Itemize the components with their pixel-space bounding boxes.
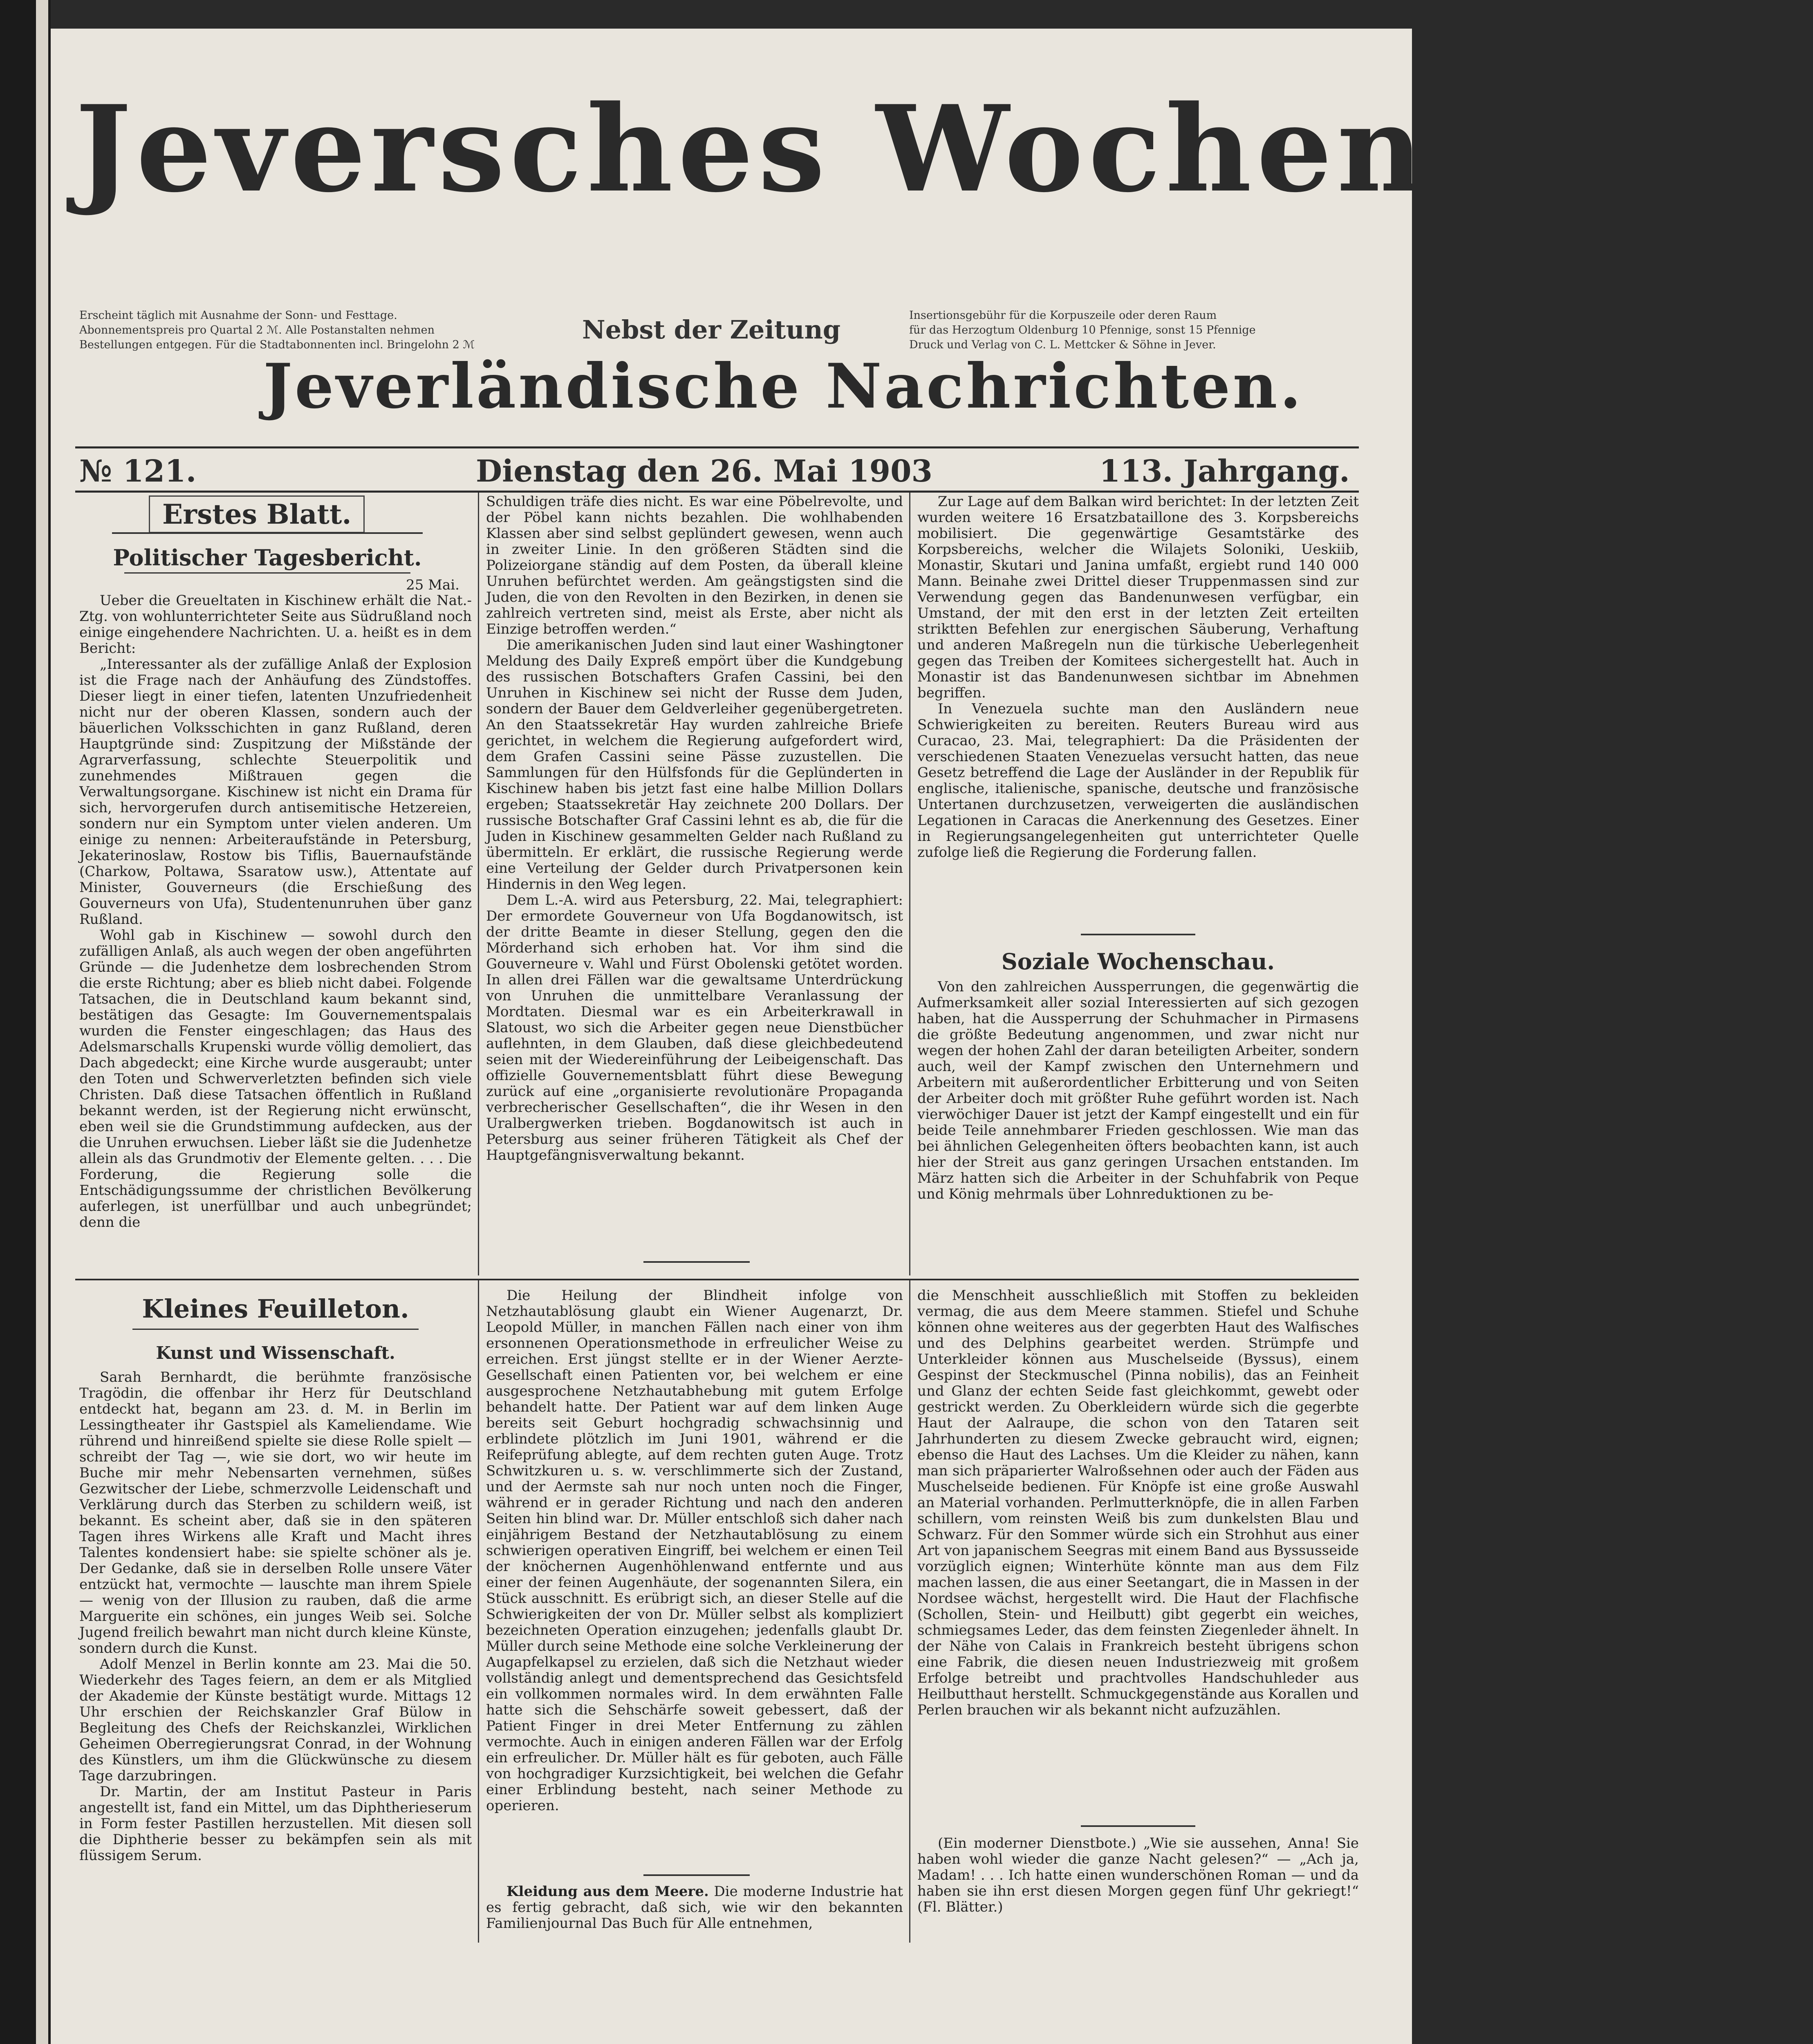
feuilleton-subheading: Kunst und Wissenschaft. <box>156 1343 395 1363</box>
paragraph: Die moderne Industrie hat es fertig gebracht, daß sich, wie wir den bekannten Familienjournal Das Buch für Alle entnehmen, <box>486 1883 903 1932</box>
advertising-line: für das Herzogtum Oldenburg 10 Pfennige, sonst 15 Pfennige <box>909 324 1256 336</box>
article-end-rule <box>643 1874 750 1876</box>
paragraph: die Menschheit ausschließlich mit Stoffen zu bekleiden vermag, die aus dem Meere stammen. Stiefel und Schuhe können ohne weiteres aus der gegerbten Haut des Walfisches und des Delphins gearbeitet werden. Strümpfe und Unterkleider können aus Muschelseide (Byssus), einem Gespinst der Steckmuschel (Pinna nobilis), das an Feinheit und Glanz der echten Seide fast gleichkommt, gewebt oder gestrickt werden. Zu Oberkleidern würde sich die gegerbte Haut der Aalraupe, die schon von den Tataren seit Jahrhunderten zu diesem Zwecke gebraucht wird, eignen; ebenso die Haut des Lachses. Um die Kleider zu nähen, kann man sich präparierter Walroßsehnen oder auch der Fäden aus Muschelseide bedienen. Für Knöpfe ist eine große Auswahl an Material vorhanden. Perlmutterknöpfe, die in allen Farben schillern, vom reinsten Weiß bis zum dunkelsten Blau und Schwarz. Für den Sommer würde sich ein Strohhut aus einer Art von japanischem Seegras mit einem Band aus Byssusseide vorzüglich eignen; Winterhüte könnte man aus dem Filz machen lassen, die aus einer Seetangart, die in Massen in der Nordsee wächst, hergestellt wird. Die Haut der Flachfische (Schollen, Stein- und Heilbutt) gibt gegerbt ein weiches, schmiegsames Leder, das dem feinsten Ziegenleder ähnelt. In der Nähe von Calais in Frankreich besteht übrigens schon eine Fabrik, die diesen neuen Industriezweig mit großem Erfolge betreibt und prachtvolles Handschuhleder aus Heilbutthaut herstellt. Schmuckgegenstände aus Korallen und Perlen brauchen wir als bekannt nicht aufzuzählen. <box>917 1287 1359 1718</box>
feuilleton-joke <box>917 1836 1359 1938</box>
subscription-info <box>79 308 475 352</box>
article-end-rule <box>1081 1825 1195 1827</box>
masthead-title: Jeversches Wochenblatt. <box>75 80 1813 219</box>
paragraph: Wohl gab in Kischinew — sowohl durch den zufälligen Anlaß, als auch wegen der oben angeführten Gründe — die Judenhetze dem losbrechenden Strom die erste Richtung; aber es blieb nicht dabei. Folgende Tatsachen, die in Deutschland kaum bekannt sind, bestätigen das Gesagte: Im Gouvernementspalais wurden die Fenster eingeschlagen; das Haus des Adelsmarschalls Krupenski wurde völlig demoliert, das Dach abgedeckt; eine Kirche wurde ausgeraubt; unter den Toten und Schwerverletzten befinden sich viele Christen. Daß diese Tatsachen öffentlich in Rußland bekannt werden, ist der Regierung nicht erwünscht, eben weil sie die Grundstimmung aufdecken, aus der die Unruhen erwuchsen. Lieber läßt sie die Judenhetze allein als das Grundmotiv der Elemente gelten. . . . Die Forderung, die Regierung solle die Entschädigungssumme der christlichen Bevölkerung auferlegen, ist unerfüllbar und auch unbegründet; denn die <box>79 927 472 1230</box>
paragraph: Ueber die Greueltaten in Kischinew erhält die Nat.-Ztg. von wohlunterrichteter Seite aus Südrußland noch einige eingehendere Nachrichten. U. a. heißt es in dem Bericht: <box>79 592 472 657</box>
paragraph: Die amerikanischen Juden sind laut einer Washingtoner Meldung des Daily Expreß empört über die Kundgebung des russischen Botschafters Grafen Cassini, bei den Unruhen in Kischinew sei nicht der Russe dem Juden, sondern der Bauer dem Geldverleiher gegenübergetreten. An den Staatssekretär Hay wurden zahlreiche Briefe gerichtet, in welchem die Regierung aufgefordert wird, dem Grafen Cassini seine Pässe zuzustellen. Die Sammlungen für den Hülfsfonds für die Geplünderten in Kischinew haben bis jetzt fast eine halbe Million Dollars ergeben; Staatssekretär Hay zeichnete 200 Dollars. Der russische Botschafter Graf Cassini lehnt es ab, die für die Juden in Kischinew gesammelten Gelder nach Rußland zu übermitteln. Er erklärt, die russische Regierung werde eine Verteilung der Gelder durch Privatpersonen kein Hindernis in den Weg legen. <box>486 637 903 892</box>
newspaper-sheet <box>51 29 1813 2044</box>
advertising-line: Druck und Verlag von C. L. Mettcker & Söhne in Jever. <box>909 338 1216 351</box>
article-column-1 <box>79 593 472 1273</box>
paragraph: In Venezuela suchte man den Ausländern neue Schwierigkeiten zu bereiten. Reuters Bureau wird aus Curacao, 23. Mai, telegraphiert: Da die Präsidenten der verschiedenen Staaten Venezuelas versucht hatten, das neue Gesetz betreffend die Lage der Ausländer in der Republik für englische, italienische, spanische, deutsche und französische Untertanen durchzusetzen, verweigerten die ausländischen Legationen in Caracas die Anerkennung des Gesetzes. Einer in Regierungsangelegenheiten gut unterrichteter Quelle zufolge ließ die Regierung die Forderung fallen. <box>917 701 1359 861</box>
subscription-line: Erscheint täglich mit Ausnahme der Sonn- und Festtage. <box>79 309 397 322</box>
paragraph: Die Heilung der Blindheit infolge von Netzhautablösung glaubt ein Wiener Augenarzt, Dr. Leopold Müller, in manchen Fällen nach einer von ihm ersonnenen Operationsmethode in erfreulicher Weise zu erreichen. Erst jüngst stellte er in der Wiener Aerzte-Gesellschaft einen Patienten vor, bei welchem er eine ausgesprochene Netzhautabhebung mit gutem Erfolge behandelt hatte. Der Patient war auf dem linken Auge bereits seit Geburt hochgradig schwachsinnig und erblindete plötzlich im Juni 1901, während er die Reifeprüfung ablegte, auf dem rechten guten Auge. Trotz Schwitzkuren u. s. w. verschlimmerte sich der Zustand, und der Aermste sah nur noch unten noch die Finger, während er in gerader Richtung und nach den anderen Seiten hin blind war. Dr. Müller entschloß sich daher nach einjährigem Bestand der Netzhautablösung zu einem schwierigen operativen Eingriff, bei welchem er einen Teil der knöchernen Augenhöhlenwand entfernte und aus einer der feinen Augenhäute, der sogenannten Silera, ein Stück ausschnitt. Es erübrigt sich, an dieser Stelle auf die Schwierigkeiten der von Dr. Müller selbst als kompliziert bezeichneten Operation einzugehen; jedenfalls glaubt Dr. Müller durch seine Methode eine solche Verkleinerung der Augapfelkapsel zu erzielen, daß sich die Netzhaut wieder vollständig anlegt und dementsprechend das Gesichtsfeld ein vollkommen normales wird. In dem erwähnten Falle hatte sich die Sehschärfe soweit gebessert, daß der Patient Finger in drei Meter Entfernung zu zählen vermochte. Auch in einigen anderen Fällen war der Erfolg ein erfreulicher. Dr. Müller hält es für geboten, auch Fälle von hochgradiger Kurzsichtigkeit, bei welchen die Gefahr einer Erblindung besteht, nach seiner Methode zu operieren. <box>486 1287 903 1814</box>
header-rule-top <box>75 446 1359 448</box>
column-rule <box>909 1280 910 1943</box>
feuilleton-column-2 <box>486 1288 903 1872</box>
feuilleton-column-1 <box>79 1369 472 1966</box>
article-column-3 <box>917 494 1359 927</box>
section-label: Erstes Blatt. <box>149 495 365 533</box>
adjacent-page-strip <box>36 0 48 2044</box>
paragraph: „Interessanter als der zufällige Anlaß der Explosion ist die Frage nach der Anhäufung des Zündstoffes. Dieser liegt in einer tiefen, latenten Unzufriedenheit nicht nur der oberen Klassen, sondern auch der bäuerlichen Volksschichten in ganz Rußland, deren Hauptgründe sind: Zuspitzung der Mißstände der Agrarverfassung, schlechte Steuerpolitik und zunehmendes Mißtrauen gegen die Verwaltungsorgane. Kischinew ist nicht ein Drama für sich, hervorgerufen durch antisemitische Hetzereien, sondern nur ein Symptom unter vielen anderen. Um einige zu nennen: Arbeiteraufstände in Petersburg, Jekaterinoslaw, Rostow bis Tiflis, Bauernaufstände (Charkow, Poltawa, Ssaratow usw.), Attentate auf Minister, Gouverneurs (die Erschießung des Gouverneurs von Ufa), Studentenunruhen über ganz Rußland. <box>79 656 472 928</box>
paragraph: Sarah Bernhardt, die berühmte französische Tragödin, die offenbar ihr Herz für Deutschland entdeckt hat, begann am 23. d. M. in Berlin im Lessingtheater ihr Gastspiel als Kameliendame. Wie rührend und hinreißend spielte sie diese Rolle spielt — schreibt der Tag —, wie sie dort, wo wir heute im Buche mir mehr Nebensarten vernehmen, süßes Gezwitscher der Liebe, schmerzvolle Leidenschaft und Verklärung durch das Sterben zu schildern weiß, ist bekannt. Es scheint aber, daß sie in den späteren Tagen ihres Wirkens alle Kraft und Macht ihres Talentes kondensiert habe: sie spielte schöner als je. Der Gedanke, daß sie in derselben Rolle unsere Väter entzückt hat, vermochte — lauschte man ihrem Spiele — wenig von der Illusion zu rauben, daß die arme Marguerite ein schönes, ein junges Weib sei. Solche Jugend freilich bewahrt man nicht durch kleine Künste, sondern durch die Kunst. <box>79 1369 472 1656</box>
advertising-info <box>909 308 1256 352</box>
feuilleton-heading: Kleines Feuilleton. <box>142 1294 409 1324</box>
paragraph: Schuldigen träfe dies nicht. Es war eine Pöbelrevolte, und der Pöbel kann nichts bezahlen. Die wohlhabenden Klassen aber sind selbst geplündert gewesen, wenn auch in zweiter Linie. In den größeren Städten sind die Polizeiorgane ständig auf dem Posten, da überall kleine Unruhen befürchtet werden. Am geängstigsten sind die Juden, die von den Revolten in den Bezirken, in denen sie zahlreich vertreten sind, meist als Erste, aber nicht als Einzige betroffen werden.“ <box>486 493 903 637</box>
volume-number: 113. Jahrgang. <box>1099 454 1350 489</box>
paragraph: Zur Lage auf dem Balkan wird berichtet: In der letzten Zeit wurden weitere 16 Ersatzbataillone des 3. Korpsbereichs mobilisiert. Die gegenwärtige Gesamtstärke des Korpsbereichs, welcher die Wilajets Soloniki, Ueskiib, Monastir, Skutari und Janina umfaßt, ergiebt rund 140 000 Mann. Beinahe zwei Drittel dieser Truppenmassen sind zur Verwendung gegen das Bandenunwesen verfügbar, ein Umstand, der mit den erst in der letzten Zeit erteilten striktten Befehlen zur energischen Säuberung, Verhaftung und anderen Maßregeln nun die türkische Ueberlegenheit gegen das Treiben der Komitees sichergestellt hat. Auch in Monastir ist das Bandenunwesen sichtbar im Abnehmen begriffen. <box>917 493 1359 701</box>
heading-underline <box>124 572 410 574</box>
column-rule <box>478 493 479 1275</box>
article-heading: Kleidung aus dem Meere. <box>506 1883 709 1900</box>
issue-number: № 121. <box>79 454 197 489</box>
header-rule-bottom <box>75 491 1359 493</box>
paragraph: (Ein moderner Dienstbote.) „Wie sie aussehen, Anna! Sie haben wohl wieder die ganze Nacht gelesen?“ — „Ach ja, Madam! . . . Ich hatte einen wunderschönen Roman — und da haben sie ihn erst diesen Morgen gegen fünf Uhr gekriegt!“ (Fl. Blätter.) <box>917 1835 1359 1915</box>
paragraph: Dem L.-A. wird aus Petersburg, 22. Mai, telegraphiert: Der ermordete Gouverneur von Ufa Bogdanowitsch, ist der dritte Beamte in dieser Stellung, gegen den die Mörderhand sich erhoben hat. Vor ihm sind die Gouverneure v. Wahl und Fürst Obolenski getötet worden. In allen drei Fällen war die gewaltsame Unterdrückung von Unruhen die unmittelbare Veranlassung der Mordtaten. Diesmal war es ein Arbeiterkrawall in Slatoust, wo sich die Arbeiter gegen neue Dienstbücher auflehnten, in dem Glauben, daß diese gleichbedeutend seien mit der Wiedereinführung der Leibeigenschaft. Das offizielle Gouvernementsblatt führt diese Bewegung zurück auf eine „organisierte revolutionäre Propaganda verbrecherischer Gesellschaften“, die ihr Wesen in den Uralbergwerken trieben. Bogdanowitsch ist auch in Petersburg aus seiner früheren Tätigkeit als Chef der Hauptgefängnisverwaltung bekannt. <box>486 892 903 1163</box>
subscription-line: Abonnementspreis pro Quartal 2 ℳ. Alle Postanstalten nehmen <box>79 324 435 336</box>
supplement-intro: Nebst der Zeitung <box>582 315 841 345</box>
supplement-title: Jeverländische Nachrichten. <box>263 350 1304 422</box>
article-heading: Soziale Wochenschau. <box>1001 948 1275 975</box>
section-rule <box>112 532 423 534</box>
paragraph: Adolf Menzel in Berlin konnte am 23. Mai die 50. Wiederkehr des Tages feiern, an dem er als Mitglied der Akademie der Künste bestätigt wurde. Mittags 12 Uhr erschien der Reichskanzler Graf Bülow in Begleitung des Chefs der Reichskanzlei, Wirklichen Geheimen Oberregierungsrat Conrad, in der Wohnung des Künstlers, um ihm die Glückwünsche zu diesem Tage darzubringen. <box>79 1656 472 1784</box>
paragraph: Von den zahlreichen Aussperrungen, die gegenwärtig die Aufmerksamkeit aller sozial Interessierten auf sich gezogen haben, hat die Aussperrung der Schuhmacher in Pirmasens die größte Bedeutung angenommen, und zwar nicht nur wegen der hohen Zahl der daran beteiligten Arbeiter, sondern auch, weil der Kampf zwischen den Unternehmern und Arbeitern mit außerordentlicher Erbitterung und von Seiten der Arbeiter doch mit größter Ruhe geführt worden ist. Nach vierwöchiger Dauer ist jetzt der Kampf eingestellt und ein für beide Teile annehmbarer Frieden geschlossen. Wie man das bei ähnlichen Gelegenheiten öfters beobachten kann, ist auch hier der Streit aus ganz geringen Ursachen entstanden. Im März hatten sich die Arbeiter in der Schuhfabrik von Peque und König mehrmals über Lohnreduktionen zu be- <box>917 979 1359 1202</box>
heading-underline <box>132 1329 419 1330</box>
feuilleton-column-2b <box>486 1884 903 1949</box>
feuilleton-column-3 <box>917 1288 1359 1823</box>
article-column-3b <box>917 979 1359 1267</box>
issue-date: Dienstag den 26. Mai 1903 <box>476 454 933 489</box>
article-end-rule <box>643 1261 750 1263</box>
feuilleton-rule <box>75 1279 1359 1280</box>
paragraph: Dr. Martin, der am Institut Pasteur in Paris angestellt ist, fand ein Mittel, um das Diphtherieserum in Form fester Pastillen herzustellen. Mit diesen soll die Diphtherie besser zu bekämpfen sein als mit flüssigem Serum. <box>79 1784 472 1864</box>
article-column-2 <box>486 494 903 1252</box>
subscription-line: Bestellungen entgegen. Für die Stadtabonnenten incl. Bringelohn 2 ℳ <box>79 338 475 351</box>
column-rule <box>478 1280 479 1943</box>
article-end-rule <box>1081 934 1195 935</box>
column-rule <box>909 493 910 1275</box>
article-heading: Politischer Tagesbericht. <box>113 545 422 571</box>
article-dateline: 25 Mai. <box>406 577 459 593</box>
advertising-line: Insertionsgebühr für die Korpuszeile oder deren Raum <box>909 309 1217 322</box>
binding-edge <box>0 0 51 2044</box>
